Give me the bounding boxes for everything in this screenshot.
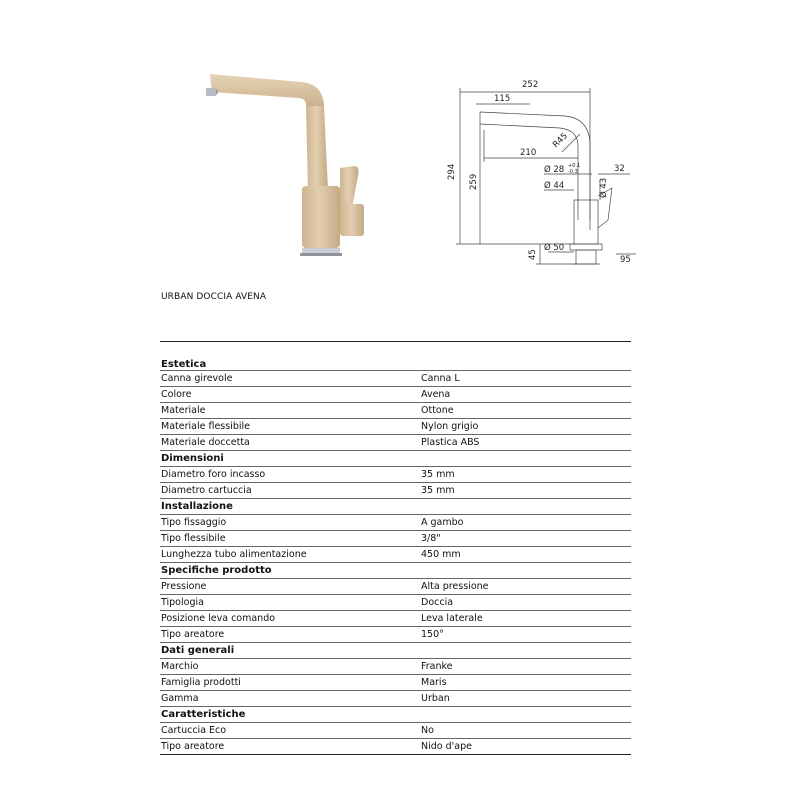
- spec-item-row: [160, 739, 631, 755]
- spec-label: Diametro cartuccia: [161, 485, 252, 496]
- dim-height-spout: 259: [469, 173, 479, 190]
- spec-item-row: [160, 467, 631, 483]
- spec-section-label: Estetica: [161, 359, 207, 370]
- spec-item-row: [160, 403, 631, 419]
- spec-section-label: Caratteristiche: [161, 709, 246, 720]
- dim-body-diam: Ø 44: [544, 181, 565, 191]
- spec-value: 3/8": [421, 533, 441, 544]
- spec-value: 35 mm: [421, 485, 455, 496]
- spec-label: Tipo areatore: [161, 741, 225, 752]
- spec-section-label: Specifiche prodotto: [161, 565, 272, 576]
- dim-inner-reach: 210: [520, 148, 537, 158]
- spec-value: Doccia: [421, 597, 454, 608]
- spec-item-row: [160, 723, 631, 739]
- spec-item-row: [160, 659, 631, 675]
- spec-value: Canna L: [421, 373, 460, 384]
- spec-table: [160, 341, 631, 755]
- spec-section-row: [160, 451, 631, 467]
- spec-section-label: Dimensioni: [161, 453, 224, 464]
- spec-value: No: [421, 725, 434, 736]
- spec-item-row: [160, 483, 631, 499]
- dim-cartridge-tol-bottom: -0.3: [568, 169, 578, 175]
- spec-label: Pressione: [161, 581, 207, 592]
- spec-item-row: [160, 627, 631, 643]
- spec-item-row: [160, 691, 631, 707]
- spec-value: 450 mm: [421, 549, 461, 560]
- faucet-technical-drawing: [440, 70, 640, 280]
- spec-value: 35 mm: [421, 469, 455, 480]
- dim-lever-offset: 32: [614, 164, 625, 174]
- spec-value: Maris: [421, 677, 447, 688]
- spec-label: Tipo areatore: [161, 629, 225, 640]
- spec-item-row: [160, 547, 631, 563]
- spec-label: Cartuccia Eco: [161, 725, 227, 736]
- spec-label: Famiglia prodotti: [161, 677, 241, 688]
- spec-value: Nylon grigio: [421, 421, 479, 432]
- spec-item-row: [160, 675, 631, 691]
- spec-value: Avena: [421, 389, 451, 400]
- product-title: URBAN DOCCIA AVENA: [161, 292, 267, 302]
- faucet-product-image: [190, 60, 390, 270]
- spec-value: Ottone: [421, 405, 454, 416]
- spec-value: 150°: [421, 629, 444, 640]
- spec-section-row: [160, 499, 631, 515]
- dim-base-diam: Ø 50: [544, 243, 565, 253]
- dim-radius: R45: [551, 131, 570, 151]
- spec-label: Marchio: [161, 661, 199, 672]
- spec-label: Canna girevole: [161, 373, 233, 384]
- spec-item-row: [160, 371, 631, 387]
- dim-total-width: 252: [522, 80, 539, 90]
- spec-label: Posizione leva comando: [161, 613, 276, 624]
- spec-section-label: Dati generali: [161, 645, 235, 656]
- spec-item-row: [160, 595, 631, 611]
- dim-body-diam-vert: Ø 43: [599, 177, 609, 198]
- spec-item-row: [160, 419, 631, 435]
- spec-section-row: [160, 643, 631, 659]
- spec-value: Franke: [421, 661, 453, 672]
- spec-item-row: [160, 611, 631, 627]
- dim-base-offset: 95: [620, 255, 631, 265]
- spec-label: Materiale flessibile: [161, 421, 250, 432]
- spec-label: Tipo flessibile: [161, 533, 226, 544]
- spec-section-label: Installazione: [161, 501, 233, 512]
- spec-item-row: [160, 387, 631, 403]
- spec-value: Urban: [421, 693, 450, 704]
- spec-value: Plastica ABS: [421, 437, 480, 448]
- spec-label: Materiale: [161, 405, 206, 416]
- spec-label: Tipologia: [161, 597, 204, 608]
- spec-value: Alta pressione: [421, 581, 489, 592]
- spec-label: Tipo fissaggio: [161, 517, 227, 528]
- spec-label: Diametro foro incasso: [161, 469, 266, 480]
- spec-item-row: [160, 515, 631, 531]
- spec-section-row: [160, 563, 631, 579]
- spec-value: Nido d'ape: [421, 741, 472, 752]
- spec-section-row: [160, 342, 631, 371]
- spec-section-row: [160, 707, 631, 723]
- spec-item-row: [160, 435, 631, 451]
- dim-spout-reach: 115: [494, 94, 511, 104]
- dim-base-height: 45: [528, 249, 538, 260]
- spec-label: Lunghezza tubo alimentazione: [161, 549, 307, 560]
- spec-value: A gambo: [421, 517, 464, 528]
- dim-cartridge-tol-top: +0.1: [568, 163, 581, 169]
- spec-rows: [160, 342, 631, 755]
- spec-label: Materiale doccetta: [161, 437, 250, 448]
- spec-label: Colore: [161, 389, 192, 400]
- dim-height-total: 294: [447, 163, 457, 180]
- dim-cartridge: Ø 28: [544, 165, 565, 175]
- spec-item-row: [160, 579, 631, 595]
- spec-label: Gamma: [161, 693, 199, 704]
- spec-item-row: [160, 531, 631, 547]
- spec-value: Leva laterale: [421, 613, 483, 624]
